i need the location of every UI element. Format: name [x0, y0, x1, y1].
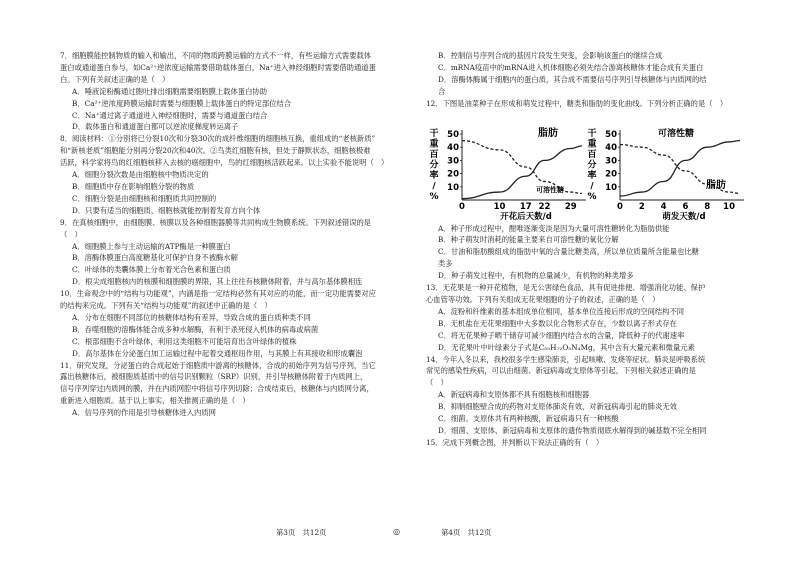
series-label: 脂肪: [706, 179, 726, 191]
x-tick-label: 10: [723, 201, 736, 212]
series-label: 可溶性糖: [657, 128, 695, 139]
x-tick-label: 29: [564, 201, 577, 212]
question-line: （ ）: [60, 229, 82, 239]
option-line: 类多: [438, 259, 453, 269]
option-line: C．Na⁺通过离子通道进入神经细胞时，需要与通道蛋白结合: [72, 110, 268, 120]
option-line: B．无机盐在无花果细胞中大多数以化合物形式存在，少数以离子形式存在: [438, 318, 677, 328]
left-column: [60, 50, 402, 419]
option-line: A．新冠病毒和支原体都不具有细胞核和细胞器: [438, 390, 590, 400]
question-line: 14．今年入冬以来，我校很多学生感染肺炎，引起咳嗽、发烧等症状。肺炎是呼吸系统: [426, 354, 706, 364]
right-column-bottom: [426, 223, 762, 449]
y-tick-label: 50: [605, 129, 617, 140]
option-line: D．溶酶体酶属于细胞内的蛋白质，其合成不需要信号序列引导核糖体与内质网的结: [438, 74, 707, 84]
y-tick-label: 30: [447, 155, 459, 166]
option-line: B．吞噬细胞的溶酶体能合成多种水解酶，有利于杀死侵入机体的病毒或病菌: [72, 324, 319, 334]
charts-svg: [426, 112, 762, 220]
option-line: A．种子形成过程中，酣唯逐渐变淡是因为大量可溶性糖转化为脂肪供能: [438, 223, 670, 233]
x-tick-label: 0: [617, 201, 623, 212]
option-line: C．将无花果种子晒干储存可减少细胞内结合水的含量，降低种子的代谢速率: [438, 330, 685, 340]
question-line: 常见的感染性疾病，可以由细菌、新冠病毒或支原体等引起，下列相关叙述正确的是: [426, 366, 696, 376]
y-axis-label-char: %: [587, 191, 597, 202]
option-line: C．细胞分裂是由细胞核和细胞质共同控制的: [72, 193, 217, 203]
option-line: A．淀粉和纤维素的基本组成单位相同，基本单位连接后形成的空间结构不同: [438, 306, 685, 316]
x-tick-label: 8: [704, 201, 711, 212]
question-line: 12．下图是油菜种子在形成和萌发过程中，糖类和脂肪的变化曲线。下列分析正确的是（ ）: [426, 98, 728, 108]
y-tick-label: 10: [605, 182, 617, 193]
x-tick-label: 10: [493, 201, 506, 212]
question-line: 和“新核老质”细胞能分别再分裂20次和40次。②鸟类红细胞有核，但处于静默状态，细胞核极难: [60, 146, 371, 156]
option-line: B．溶酶体膜蛋白高度糖基化可保护自身不被酶水解: [72, 253, 238, 263]
option-line: D．细菌、支原体、新冠病毒和支原体的遗传物质彻底水解得到的碱基数不完全相同: [438, 425, 707, 435]
question-line: 9．在真核细胞中，由细胞膜、核膜以及各种细胞器膜等共同构成生物膜系统。下列叙述错误的是: [60, 217, 372, 227]
series-label: 可溶性糖: [536, 185, 564, 194]
question-line: 的结构来完成。下列有关“结构与功能观”的叙述中正确的是（ ）: [60, 301, 272, 311]
y-axis-label-char: 干: [429, 128, 439, 139]
option-line: C．甘油和脂肪酸组成的脂肪中氧的含量比糖类高，所以单位质量所含能量也比糖: [438, 247, 699, 257]
y-axis-label-char: 率: [587, 170, 597, 181]
option-line: D．只要有适当的细胞质，细胞核就能控制着发育方向个体: [72, 205, 261, 215]
question-line: 13．无花果是一种开花植物，是无公害绿色食品，具有促进排便、增强消化功能、保护: [426, 283, 706, 293]
x-tick-label: 4: [660, 201, 667, 212]
y-tick-label: 20: [605, 169, 617, 180]
question-line: 8．阅读材料：①分别将已分裂10次和分裂30次的成纤维细胞的细胞核互换，重组成的“老核新质”: [60, 134, 376, 144]
option-line: D．无花果叶中叶绿素分子式是C₅₅H₇₂O₅N₄Mg，其中含有大量元素和微量元素: [438, 342, 695, 352]
x-axis-label: 萌发天数/d: [662, 211, 706, 220]
option-line: B．细胞质中存在影响细胞分裂的物质: [72, 181, 195, 191]
x-tick-label: 2: [638, 201, 645, 212]
question-line: 信号序列穿过内质网的膜，并在内质网腔中将信号序列切除；合成结束后，核糖体与内质网分离，: [60, 384, 374, 394]
option-line: D．载体蛋白和通道蛋白都可以逆浓度梯度转运离子: [72, 122, 239, 132]
option-line: B．抑制细胞壁合成的药物对支原体肺炎有效，对新冠病毒引起的肺炎无效: [438, 402, 677, 412]
chart-figure: [426, 112, 762, 220]
option-line: D．种子萌发过程中，有机物的总量减少，有机物的种类增多: [438, 271, 634, 281]
option-line: D．高尔基体在分泌蛋白加工运输过程中起着交通枢纽作用，与其膜上有其接收和形成囊泡: [72, 348, 363, 358]
option-line: A．唾液淀粉酶通过胞吐排出细胞需要细胞膜上载体蛋白协助: [72, 86, 267, 96]
series-line: [462, 140, 582, 193]
option-line: A．细胞膜上参与主动运输的ATP酶是一种膜蛋白: [72, 241, 231, 251]
question-line: 心血管等功效。下列有关组成无花果细胞的分子的叙述，正确的是（ ）: [426, 294, 660, 304]
y-tick-label: 40: [605, 142, 617, 153]
question-line: 活跃，科学家将鸟的红细胞核移入去核的癌细胞中，鸟的红细胞核活跃起来。以上实验不能说明（ ）: [60, 158, 389, 168]
y-axis-label-char: /: [590, 181, 594, 192]
x-tick-label: 22: [538, 201, 551, 212]
y-tick-label: 20: [447, 169, 459, 180]
option-line: C．根部细胞不含叶绿体，利用这类细胞不可能培育出含叶绿体的植株: [72, 336, 297, 346]
y-axis-label-char: 分: [429, 160, 439, 171]
x-axis-label: 开花后天数/d: [500, 211, 552, 220]
question-line: 白。下列有关叙述正确的是（ ）: [60, 74, 170, 84]
option-line: B．控制信号序列合成的基因片段发生突变，会影响该蛋白的继续合成: [438, 51, 663, 60]
x-tick-label: 6: [682, 201, 689, 212]
option-line: B．种子萌发时消耗的能量主要来自可溶性糖的氧化分解: [438, 235, 619, 245]
question-line: 露出核糖体后，被细胞质基质中的信号识别颗粒（SRP）识别，并引导核糖体附着于内质网上，: [60, 372, 368, 382]
x-tick-label: 0: [459, 201, 465, 212]
question-line: 15．完成下列概念图，并判断以下说法正确的有（ ）: [426, 437, 604, 447]
question-line: 10．生命观念中的“结构与功能观”，内涵是指一定结构必然有其对应的功能，而一定功能需要对应: [60, 289, 376, 299]
y-axis-label-char: /: [432, 181, 436, 192]
y-axis-label-char: 百: [429, 149, 439, 160]
option-line: C．mRNA疫苗中的mRNA进入机体细胞必须先结合游离核糖体才能合成有关蛋白: [438, 62, 704, 72]
y-tick-label: 40: [447, 142, 459, 153]
option-line: A．细胞分裂次数是由细胞核中物质决定的: [72, 170, 209, 180]
series-line: [462, 145, 582, 198]
right-column-top: [426, 50, 762, 110]
question-line: 7．细胞膜能控制物质的输入和输出，不同的物质跨膜运输的方式不一样，有些运输方式需要载体: [60, 51, 372, 60]
y-tick-label: 50: [447, 129, 459, 140]
option-line: C．细菌、支原体共有两种核酸，新冠病毒只有一种核酸: [438, 414, 619, 424]
page-number-right: 第4页 共12页: [441, 528, 492, 537]
question-line: 重新进入细胞质。基于以上事实，相关推测正确的是（ ）: [60, 396, 250, 406]
series-label: 脂肪: [538, 127, 558, 139]
y-axis-label-char: 重: [429, 139, 439, 150]
y-axis-label-char: 干: [587, 128, 597, 139]
option-line: 合: [438, 86, 446, 96]
option-line: B．Ca²⁺逆浓度跨膜运输时需要与细胞膜上载体蛋白的特定部位结合: [72, 98, 292, 108]
option-line: D．根尖成细胞核内的核膜和细胞膜的界限，其上往往有核糖体附着，并与高尔基体膜相连: [72, 277, 363, 287]
y-axis-label-char: 重: [587, 139, 597, 150]
y-axis-label-char: %: [429, 191, 439, 202]
question-line: （ ）: [426, 378, 448, 388]
page-number-left: 第3页 共12页: [276, 528, 327, 537]
question-line: 11．研究发现，分泌蛋白的合成起始于细胞质中游离的核糖体，合成的初始序列为信号序列，当它: [60, 360, 376, 370]
question-line: 蛋白或通道蛋白参与，如Ca²⁺逆浓度运输需要借助载体蛋白，Na⁺进入神经细胞时需要借助通道蛋: [60, 62, 376, 72]
y-axis-label-char: 分: [587, 160, 597, 171]
option-line: A．分布在细胞不同部位的核糖体结构有差异，导致合成的蛋白质种类不同: [72, 312, 311, 322]
y-axis-label-char: 率: [429, 170, 439, 181]
y-tick-label: 30: [605, 155, 617, 166]
option-line: C．叶绿体的类囊体膜上分布着光合色素和蛋白质: [72, 265, 231, 275]
option-line: A．信号序列的作用是引导核糖体进入内质网: [72, 408, 216, 418]
y-tick-label: 10: [447, 182, 459, 193]
binding-mark-icon: ◎: [393, 527, 400, 536]
y-axis-label-char: 百: [587, 149, 597, 160]
x-tick-label: 17: [519, 201, 532, 212]
right-column: [426, 50, 762, 449]
